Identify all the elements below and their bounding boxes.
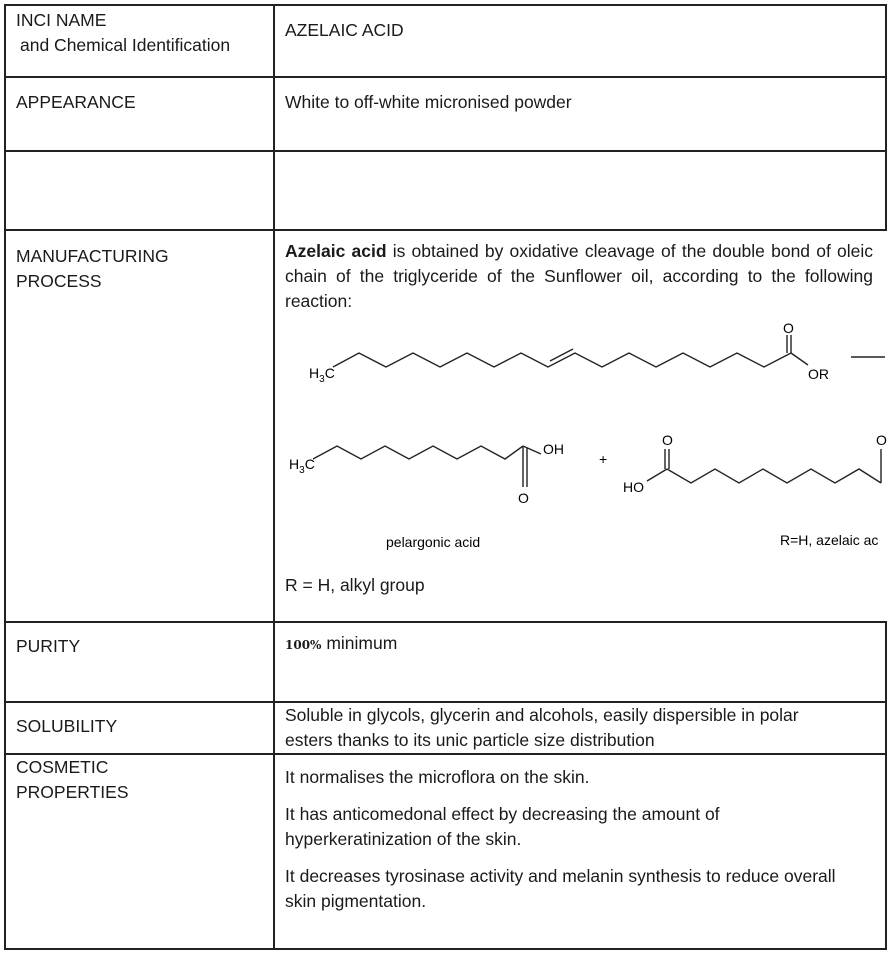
product2-ho-label: HO	[623, 479, 644, 495]
reactant-ester-bond	[791, 353, 808, 365]
product1-oh-label: OH	[543, 441, 564, 457]
solubility-label: SOLUBILITY	[16, 716, 118, 736]
table-border-left	[4, 4, 6, 950]
cosmetic-properties-list	[285, 765, 845, 926]
cosmetic-property-item: It normalises the microflora on the skin.	[285, 767, 590, 787]
row-divider	[4, 229, 887, 231]
manufacturing-description	[285, 239, 873, 314]
table-border-top	[4, 4, 887, 6]
purity-label: PURITY	[16, 636, 81, 656]
row-divider	[4, 76, 887, 78]
purity-value	[285, 631, 875, 658]
row-divider	[4, 621, 887, 623]
reactant-or-label: OR	[808, 366, 829, 382]
product2-carbonyl-o-right: O	[876, 432, 887, 448]
product1-carbonyl-o: O	[518, 490, 529, 506]
product2-name: R=H, azelaic ac	[780, 532, 879, 548]
table-border-bottom	[4, 948, 887, 950]
reaction-plus: +	[599, 451, 608, 467]
product2-hydroxyl-bond	[647, 469, 667, 481]
reactant-carbonyl-o: O	[783, 320, 794, 336]
manufacturing-label-line2: PROCESS	[16, 271, 102, 291]
purity-number: 100%	[285, 638, 322, 652]
product2-carbon-chain	[667, 469, 881, 483]
row-divider	[4, 150, 887, 152]
cosmetic-label-line2: PROPERTIES	[16, 782, 129, 802]
appearance-value: White to off-white micronised powder	[285, 92, 572, 112]
cosmetic-label	[16, 755, 266, 805]
inci-label-line2: and Chemical Identification	[20, 35, 231, 55]
cosmetic-property-item: It decreases tyrosinase activity and melanin synthesis to reduce overall skin pigmentation.	[285, 866, 836, 911]
purity-value-text: minimum	[321, 633, 398, 653]
manufacturing-description-text: is obtained by oxidative cleavage of the double bond of oleic chain of the triglyceride of the Sunflower oil, according to the following reaction:	[285, 241, 873, 311]
product1-hydroxyl-bond	[523, 446, 541, 454]
inci-value: AZELAIC ACID	[285, 20, 404, 40]
manufacturing-description-bold: Azelaic acid	[285, 241, 387, 261]
reactant-h3c-label: $H_3C$	[309, 365, 335, 385]
r-group-note: R = H, alkyl group	[285, 575, 425, 595]
solubility-value: Soluble in glycols, glycerin and alcohols, easily dispersible in polar esters thanks to its unic particle size distribution	[285, 705, 799, 750]
cosmetic-label-line1: COSMETIC	[16, 757, 109, 777]
manufacturing-label	[16, 244, 266, 294]
manufacturing-label-line1: MANUFACTURING	[16, 246, 169, 266]
product1-carbon-chain	[313, 446, 523, 459]
inci-label	[16, 8, 266, 58]
specification-table	[4, 4, 887, 950]
table-border-right	[885, 4, 887, 231]
inci-label-line1: INCI NAME	[16, 10, 107, 30]
product2-carbonyl-o-left: O	[662, 432, 673, 448]
table-border-right	[885, 621, 887, 950]
cosmetic-property-item: It has anticomedonal effect by decreasing the amount of hyperkeratinization of the skin.	[285, 804, 720, 849]
reactant-double-bond	[550, 349, 573, 361]
product1-h3c-label: $H_3C$	[289, 456, 315, 476]
product1-name: pelargonic acid	[386, 534, 481, 550]
appearance-label: APPEARANCE	[16, 92, 136, 112]
